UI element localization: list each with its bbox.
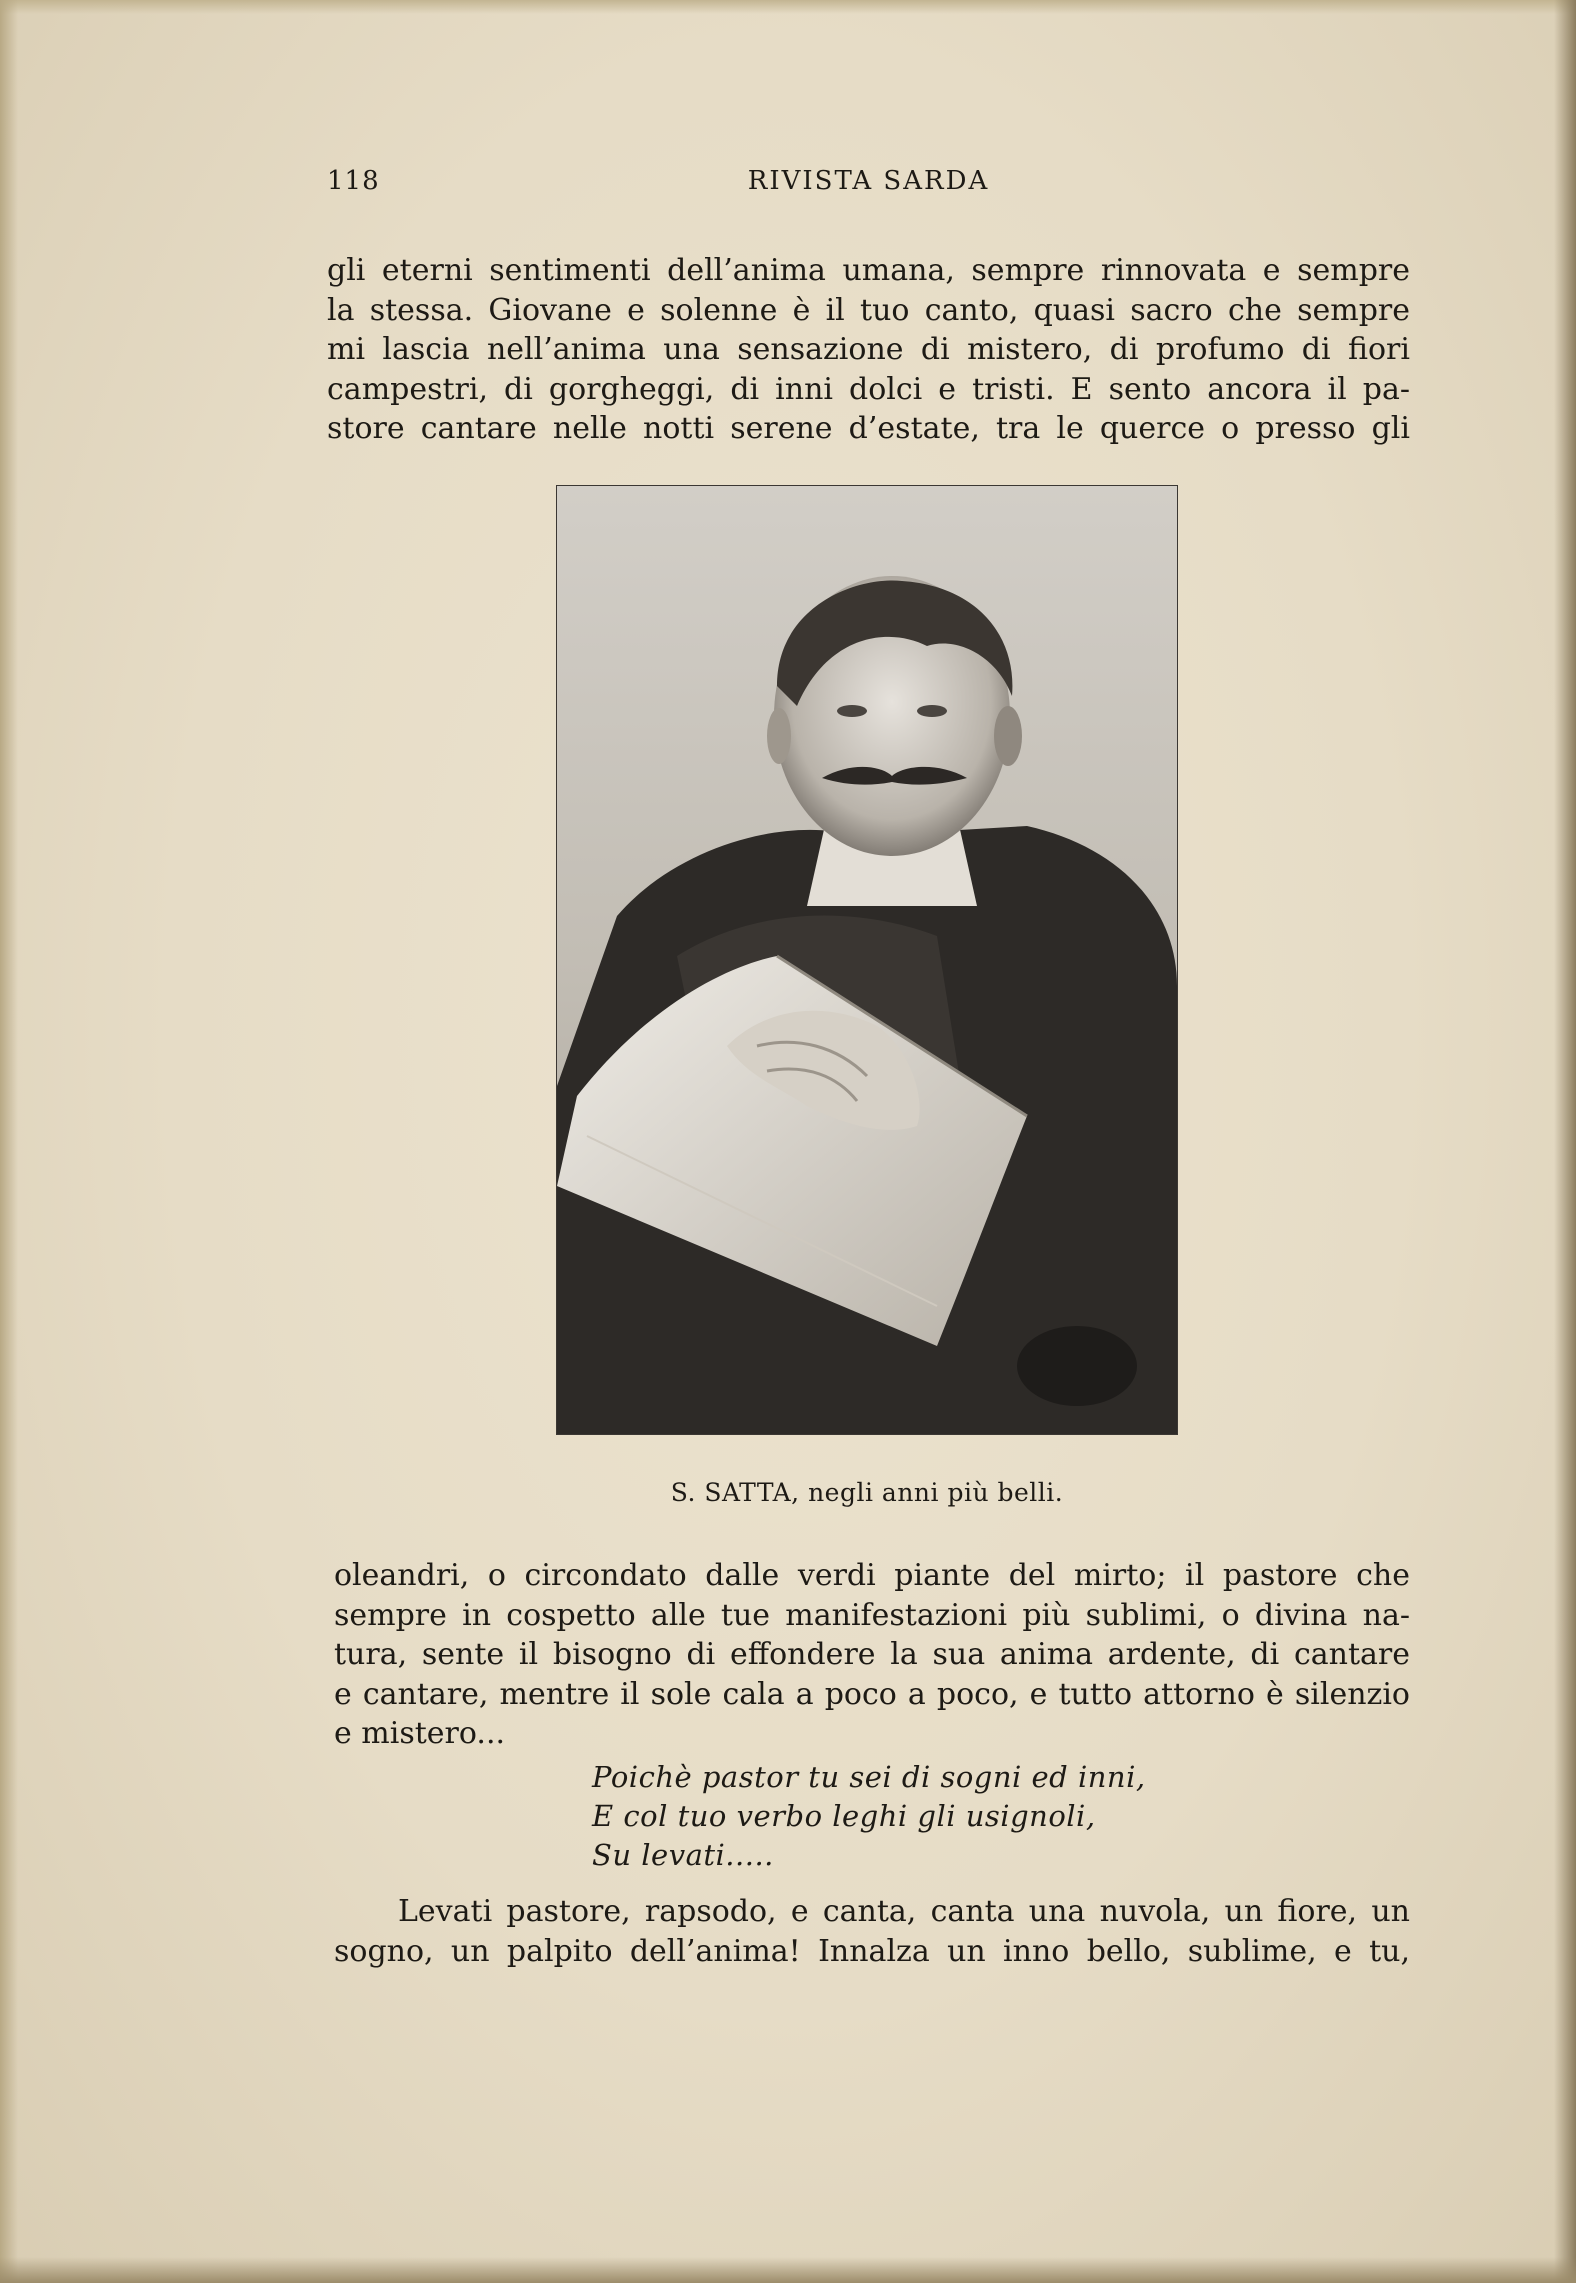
running-head <box>327 166 1410 202</box>
text-line: store cantare nelle notti serene d’estate, tra le querce o presso gli <box>327 411 1410 446</box>
text-line: gli eterni sentimenti dell’anima umana, sempre rinnovata e sempre <box>327 253 1410 288</box>
page-edge-left <box>0 0 18 2283</box>
page-edge-top <box>0 0 1576 14</box>
text-line: la stessa. Giovane e solenne è il tuo canto, quasi sacro che sempre <box>327 292 1410 328</box>
text-line: oleandri, o circondato dalle verdi piante del mirto; il pastore che <box>334 1558 1410 1593</box>
text-line: e cantare, mentre il sole cala a poco a poco, e tutto attorno è silenzio <box>334 1676 1410 1712</box>
paragraph-middle <box>334 1556 1410 1754</box>
text-line: sempre in cospetto alle tue manifestazioni più sublimi, o divina na- <box>334 1597 1410 1633</box>
text-line: Levati pastore, rapsodo, e canta, canta una nuvola, un fiore, un <box>398 1894 1410 1929</box>
journal-title: RIVISTA SARDA <box>747 166 990 196</box>
verse-quote <box>592 1758 1146 1875</box>
page-edge-right <box>1554 0 1576 2283</box>
page-edge-bottom <box>0 2257 1576 2283</box>
page-number: 118 <box>327 166 380 196</box>
text-line: e mistero... <box>334 1716 506 1751</box>
paragraph-top <box>327 251 1410 449</box>
text-line: sogno, un palpito dell’anima! Innalza un inno bello, sublime, e tu, <box>334 1933 1410 1969</box>
verse-line: Poichè pastor tu sei di sogni ed inni, <box>592 1760 1146 1794</box>
verse-line: Su levati..... <box>592 1838 774 1872</box>
text-line: campestri, di gorgheggi, di inni dolci e tristi. E sento ancora il pa- <box>327 371 1410 407</box>
paragraph-bottom <box>334 1892 1410 1971</box>
figure-caption: S. SATTA, negli anni più belli. <box>670 1478 1064 1507</box>
text-line: tura, sente il bisogno di effondere la sua anima ardente, di cantare <box>334 1637 1410 1672</box>
portrait-photo <box>557 486 1177 1434</box>
text-line: mi lascia nell’anima una sensazione di mistero, di profumo di fiori <box>327 332 1410 367</box>
verse-line: E col tuo verbo leghi gli usignoli, <box>592 1799 1096 1833</box>
portrait-illustration <box>557 486 1177 1434</box>
